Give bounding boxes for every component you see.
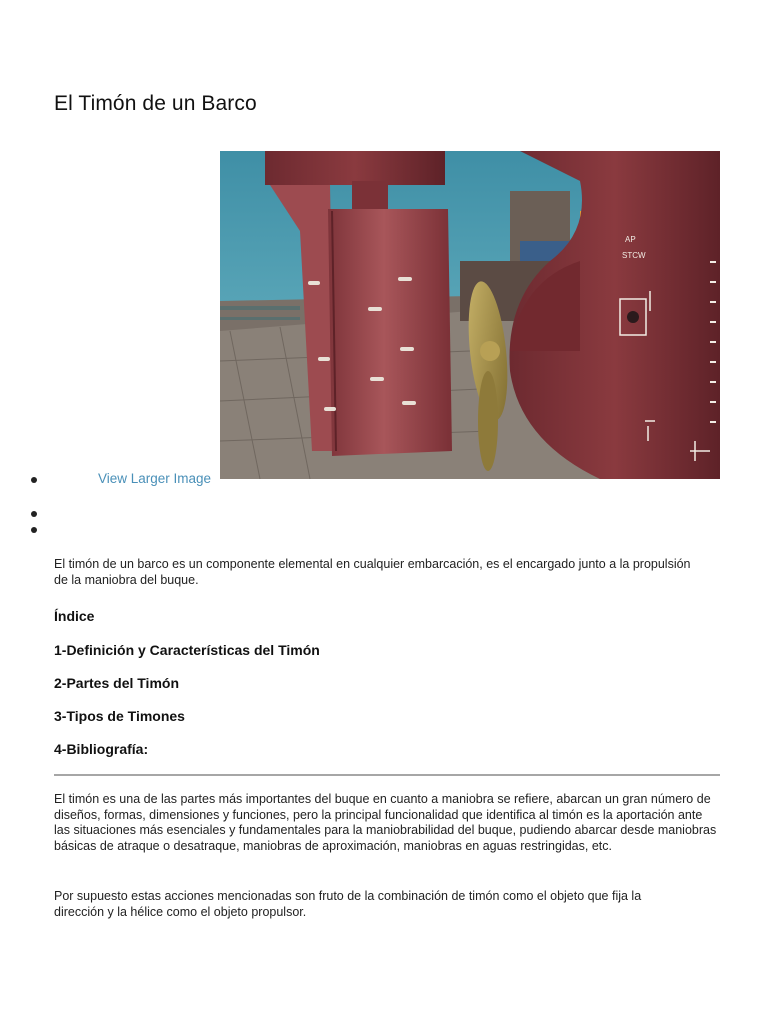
ship-rudder-photo[interactable]: [220, 151, 720, 479]
section-divider: [54, 774, 720, 776]
index-title: Índice: [54, 608, 95, 624]
intro-paragraph: El timón de un barco es un componente elemental en cualquier embarcación, es el encargado junto a la propulsión de la maniobra del buque.: [54, 557, 691, 587]
page-title: El Timón de un Barco: [54, 92, 257, 115]
index-item: 4-Bibliografía:: [54, 741, 149, 757]
hull-marking-ap: AP: [625, 235, 636, 244]
view-larger-image-link[interactable]: View Larger Image: [98, 471, 212, 486]
body-paragraph: Por supuesto estas acciones mencionadas son fruto de la combinación de timón como el objeto que fija la dirección y la hélice como el objeto propulsor.: [54, 889, 642, 919]
list-bullet: [31, 527, 37, 533]
index-item: 1-Definición y Características del Timón: [54, 642, 320, 658]
index-item: 3-Tipos de Timones: [54, 708, 185, 724]
index-item: 2-Partes del Timón: [54, 675, 180, 691]
list-bullet: [31, 477, 37, 483]
body-paragraph: El timón es una de las partes más importantes del buque en cuanto a maniobra se refiere, abarcan un gran número de diseños, formas, dimensiones y funciones, pero la principal funcionalidad que identifica al timón es la aportación ante las situaciones más esenciales y fundamentales para la maniobrabilidad del buque, pudiendo abarcar desde maniobras básicas de atraque o desatraque, maniobras de aproximación, maniobras en aguas restringidas, etc.: [54, 792, 717, 853]
hull-marking-stcw: STCW: [622, 251, 646, 260]
list-bullet: [31, 511, 37, 517]
